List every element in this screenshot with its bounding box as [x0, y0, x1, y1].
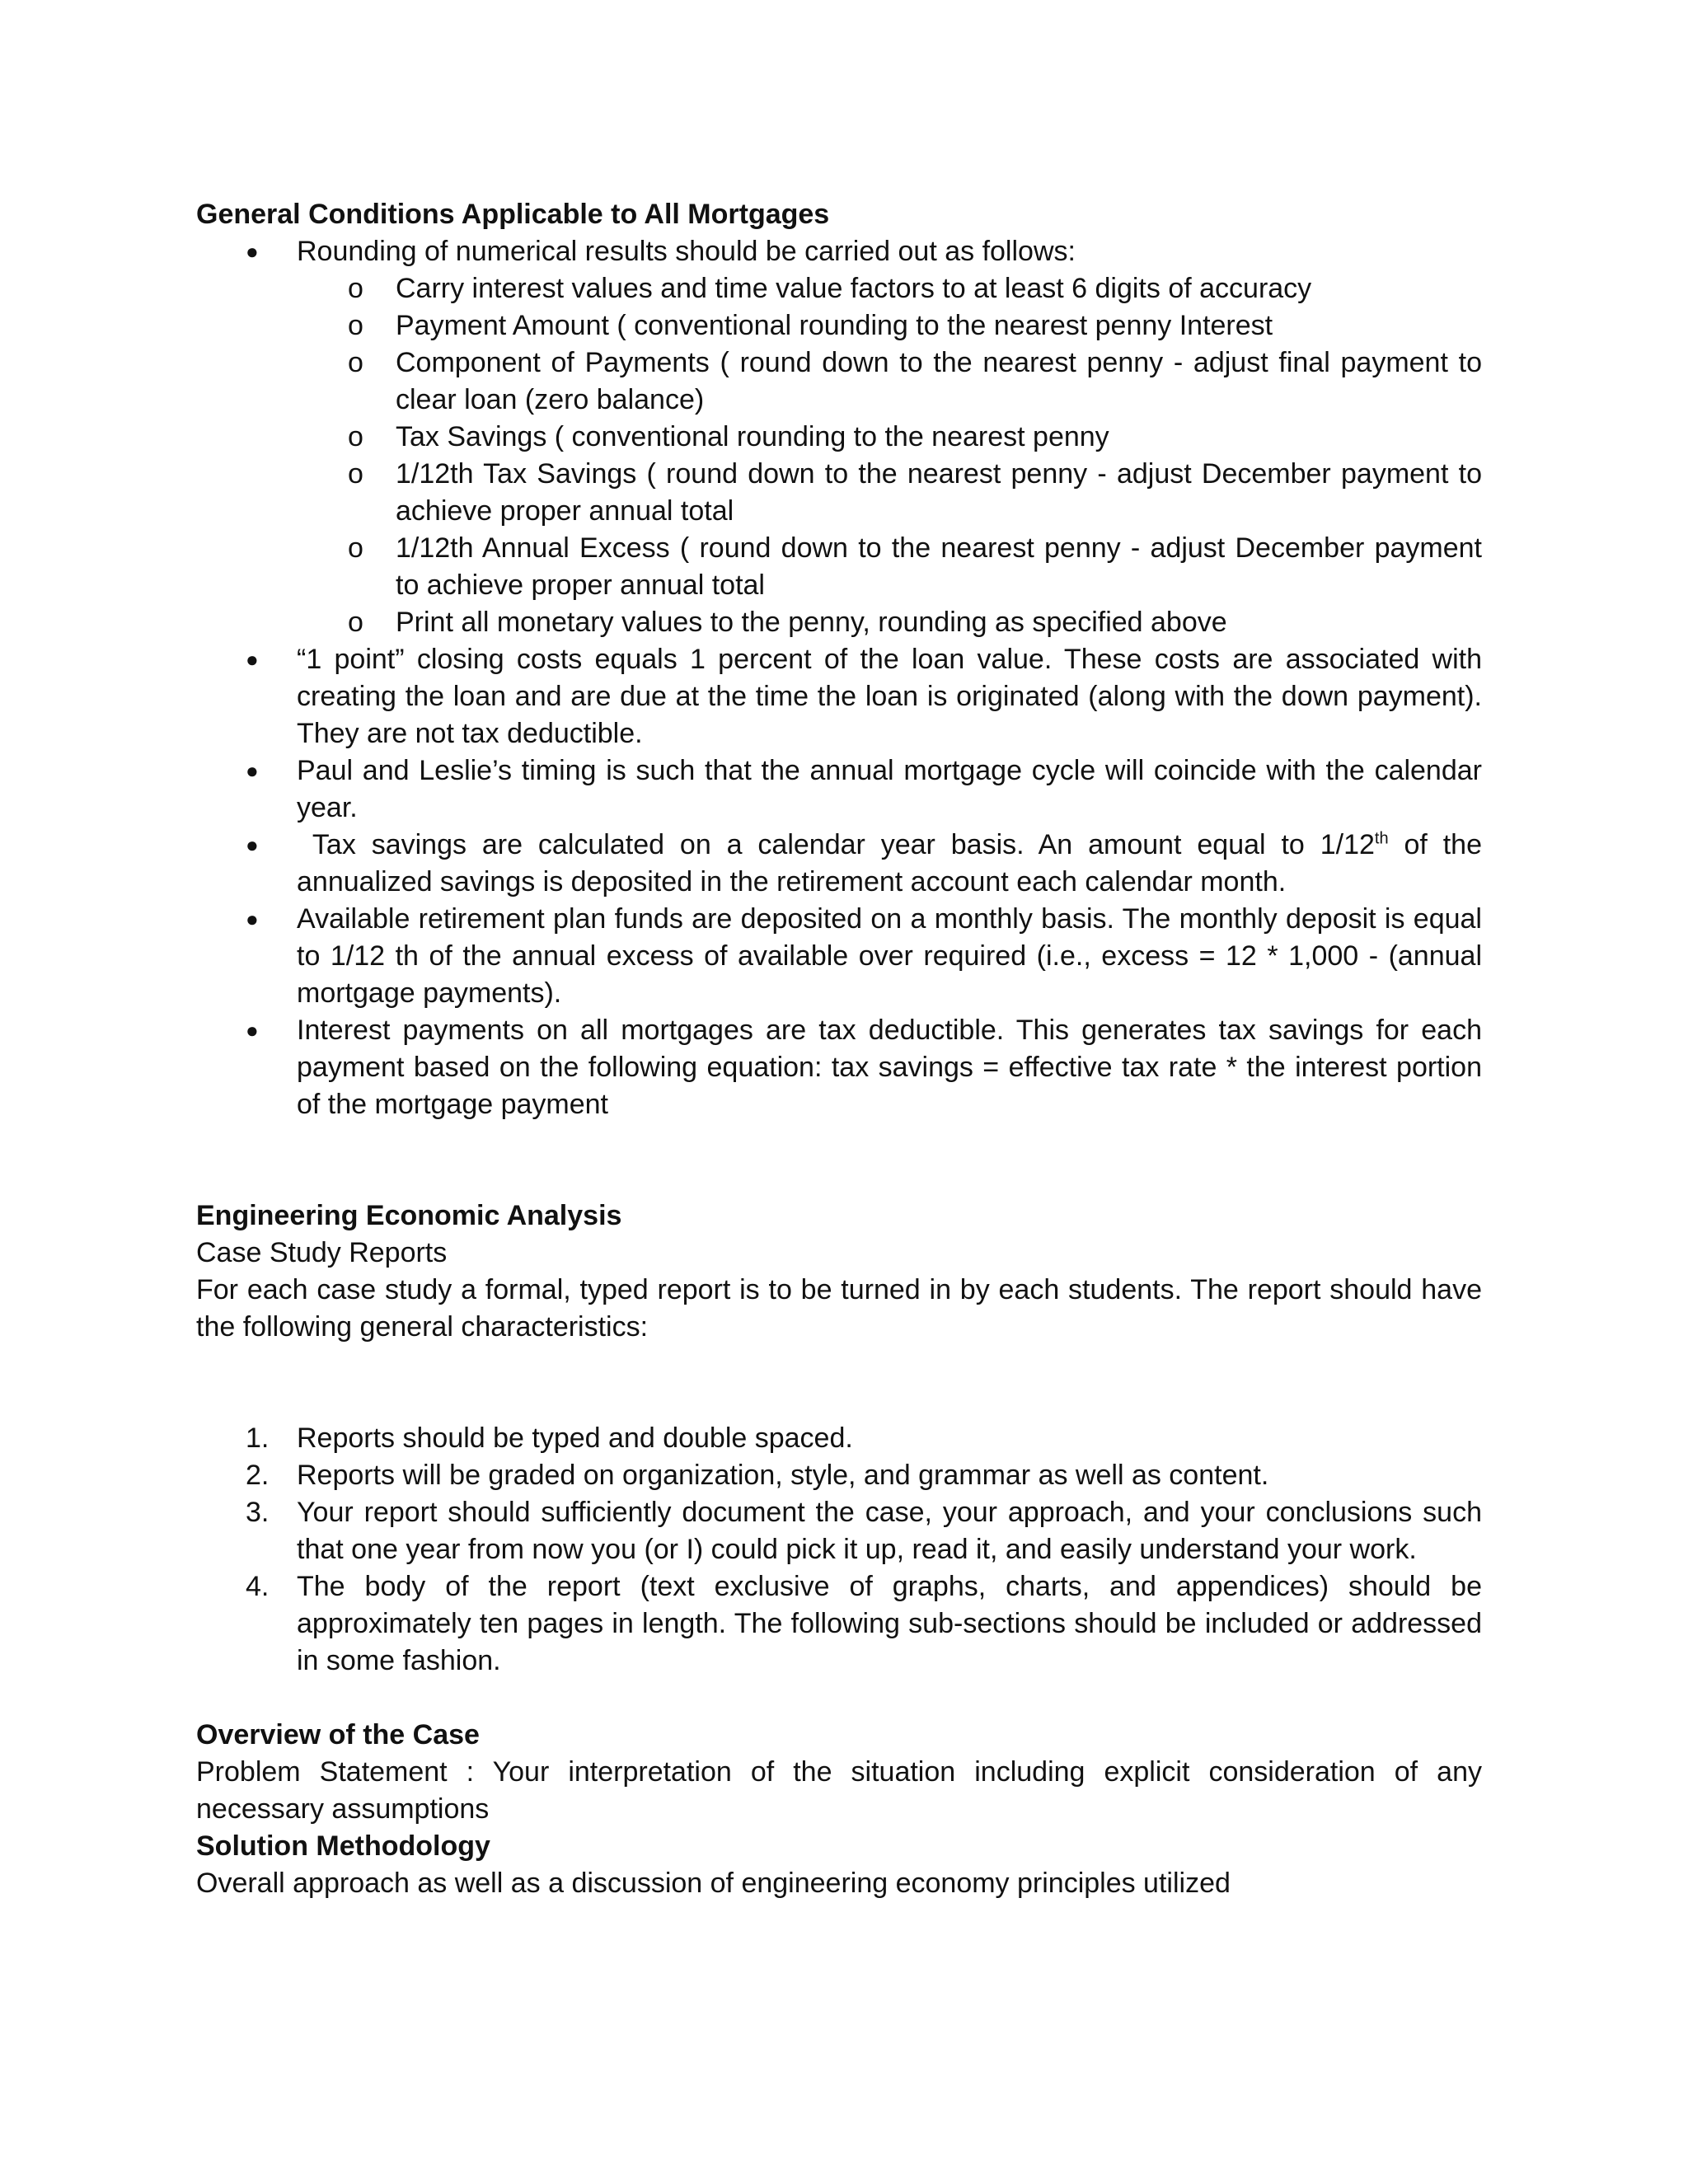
list-item-text: Available retirement plan funds are deposited on a monthly basis. The monthly deposit is equal to 1/12 th of the annual excess of available over required (i.e., excess = 12 * 1,000 - (annual mortgage payments). — [297, 903, 1482, 1009]
list-item-text: Component of Payments ( round down to the nearest penny - adjust final payment to clear loan (zero balance) — [396, 347, 1482, 415]
list-item — [196, 1494, 1482, 1568]
list-item — [196, 1420, 1482, 1457]
list-item — [297, 419, 1482, 456]
section-subtitle: Case Study Reports — [196, 1237, 448, 1268]
list-number: 1. — [246, 1422, 270, 1454]
list-item — [297, 344, 1482, 419]
list-item — [196, 641, 1482, 752]
list-item — [297, 456, 1482, 530]
list-item — [196, 1012, 1482, 1123]
list-item — [297, 604, 1482, 641]
list-item-text: Carry interest values and time value factors to at least 6 digits of accuracy — [396, 273, 1312, 304]
list-item-text: Interest payments on all mortgages are tax deductible. This generates tax savings for each payment based on the following equation: tax savings = effective tax rate * the interest portion of the mortgage payment — [297, 1015, 1482, 1120]
text-fragment: Tax savings are calculated on a calendar year basis. An amount equal to 1/12 — [312, 829, 1375, 860]
list-item — [297, 270, 1482, 307]
circle-bullet-icon: o — [348, 273, 363, 304]
circle-bullet-icon: o — [348, 421, 363, 452]
list-item-text: Paul and Leslie’s timing is such that the annual mortgage cycle will coincide with the calendar year. — [297, 755, 1482, 823]
list-item-text: “1 point” closing costs equals 1 percent of the loan value. These costs are associated with creating the loan and are due at the time the loan is originated (along with the down payment). They are not tax deductible. — [297, 644, 1482, 749]
bullet-icon: ● — [246, 758, 259, 783]
circle-bullet-icon: o — [348, 532, 363, 564]
list-item-text: 1/12th Tax Savings ( round down to the nearest penny - adjust December payment to achieve proper annual total — [396, 458, 1482, 527]
list-item — [196, 827, 1482, 901]
document-page — [196, 196, 1482, 1902]
bullet-icon: ● — [246, 832, 259, 857]
list-number: 3. — [246, 1497, 270, 1528]
general-conditions-list — [196, 233, 1482, 1123]
circle-bullet-icon: o — [348, 607, 363, 638]
list-number: 4. — [246, 1571, 270, 1602]
circle-bullet-icon: o — [348, 310, 363, 341]
list-item-text: Your report should sufficiently document the case, your approach, and your conclusions such that one year from now you (or I) could pick it up, read it, and easily understand your work. — [297, 1497, 1482, 1565]
bullet-icon: ● — [246, 1018, 259, 1043]
list-item-text: Reports should be typed and double spaced. — [297, 1422, 853, 1454]
circle-bullet-icon: o — [348, 347, 363, 378]
list-item — [297, 307, 1482, 344]
superscript: th — [1374, 829, 1389, 848]
list-item — [297, 530, 1482, 604]
list-item — [196, 1457, 1482, 1494]
list-item-text: Rounding of numerical results should be carried out as follows: — [297, 236, 1076, 267]
list-item — [196, 1568, 1482, 1680]
list-item — [196, 233, 1482, 641]
text-fragment: of the annualized savings is deposited in the retirement account each calendar month. — [297, 829, 1483, 898]
section-heading-solution-methodology: Solution Methodology — [196, 1830, 490, 1862]
list-item-text: 1/12th Annual Excess ( round down to the nearest penny - adjust December payment to achieve proper annual total — [396, 532, 1482, 601]
bullet-icon: ● — [246, 239, 259, 264]
spacer — [196, 1680, 1482, 1717]
report-requirements-list — [196, 1420, 1482, 1680]
circle-bullet-icon: o — [348, 458, 363, 490]
spacer — [196, 1346, 1482, 1420]
spacer — [196, 1123, 1482, 1197]
rounding-rules-list — [297, 270, 1482, 641]
list-item-text: Payment Amount ( conventional rounding to the nearest penny Interest — [396, 310, 1273, 341]
problem-statement-paragraph: Problem Statement : Your interpretation of the situation including explicit consideration of any necessary assumptions — [196, 1756, 1482, 1825]
list-item-text: Reports will be graded on organization, style, and grammar as well as content. — [297, 1460, 1269, 1491]
list-item — [196, 752, 1482, 827]
list-item-text: Print all monetary values to the penny, rounding as specified above — [396, 607, 1227, 638]
bullet-icon: ● — [246, 647, 259, 672]
list-item — [196, 901, 1482, 1012]
list-item-text: The body of the report (text exclusive of graphs, charts, and appendices) should be approximately ten pages in length. The following sub-sections should be included or addressed in some fashion. — [297, 1571, 1482, 1676]
bullet-icon: ● — [246, 907, 259, 931]
section-heading-overview: Overview of the Case — [196, 1719, 480, 1750]
list-item-text: Tax Savings ( conventional rounding to the nearest penny — [396, 421, 1109, 452]
intro-paragraph: For each case study a formal, typed report is to be turned in by each students. The report should have the following general characteristics: — [196, 1274, 1482, 1343]
list-number: 2. — [246, 1460, 270, 1491]
section-heading-engineering-economic-analysis: Engineering Economic Analysis — [196, 1200, 622, 1231]
methodology-paragraph: Overall approach as well as a discussion of engineering economy principles utilized — [196, 1868, 1231, 1899]
list-item-text — [297, 829, 1482, 898]
section-heading-general-conditions: General Conditions Applicable to All Mortgages — [196, 199, 830, 230]
